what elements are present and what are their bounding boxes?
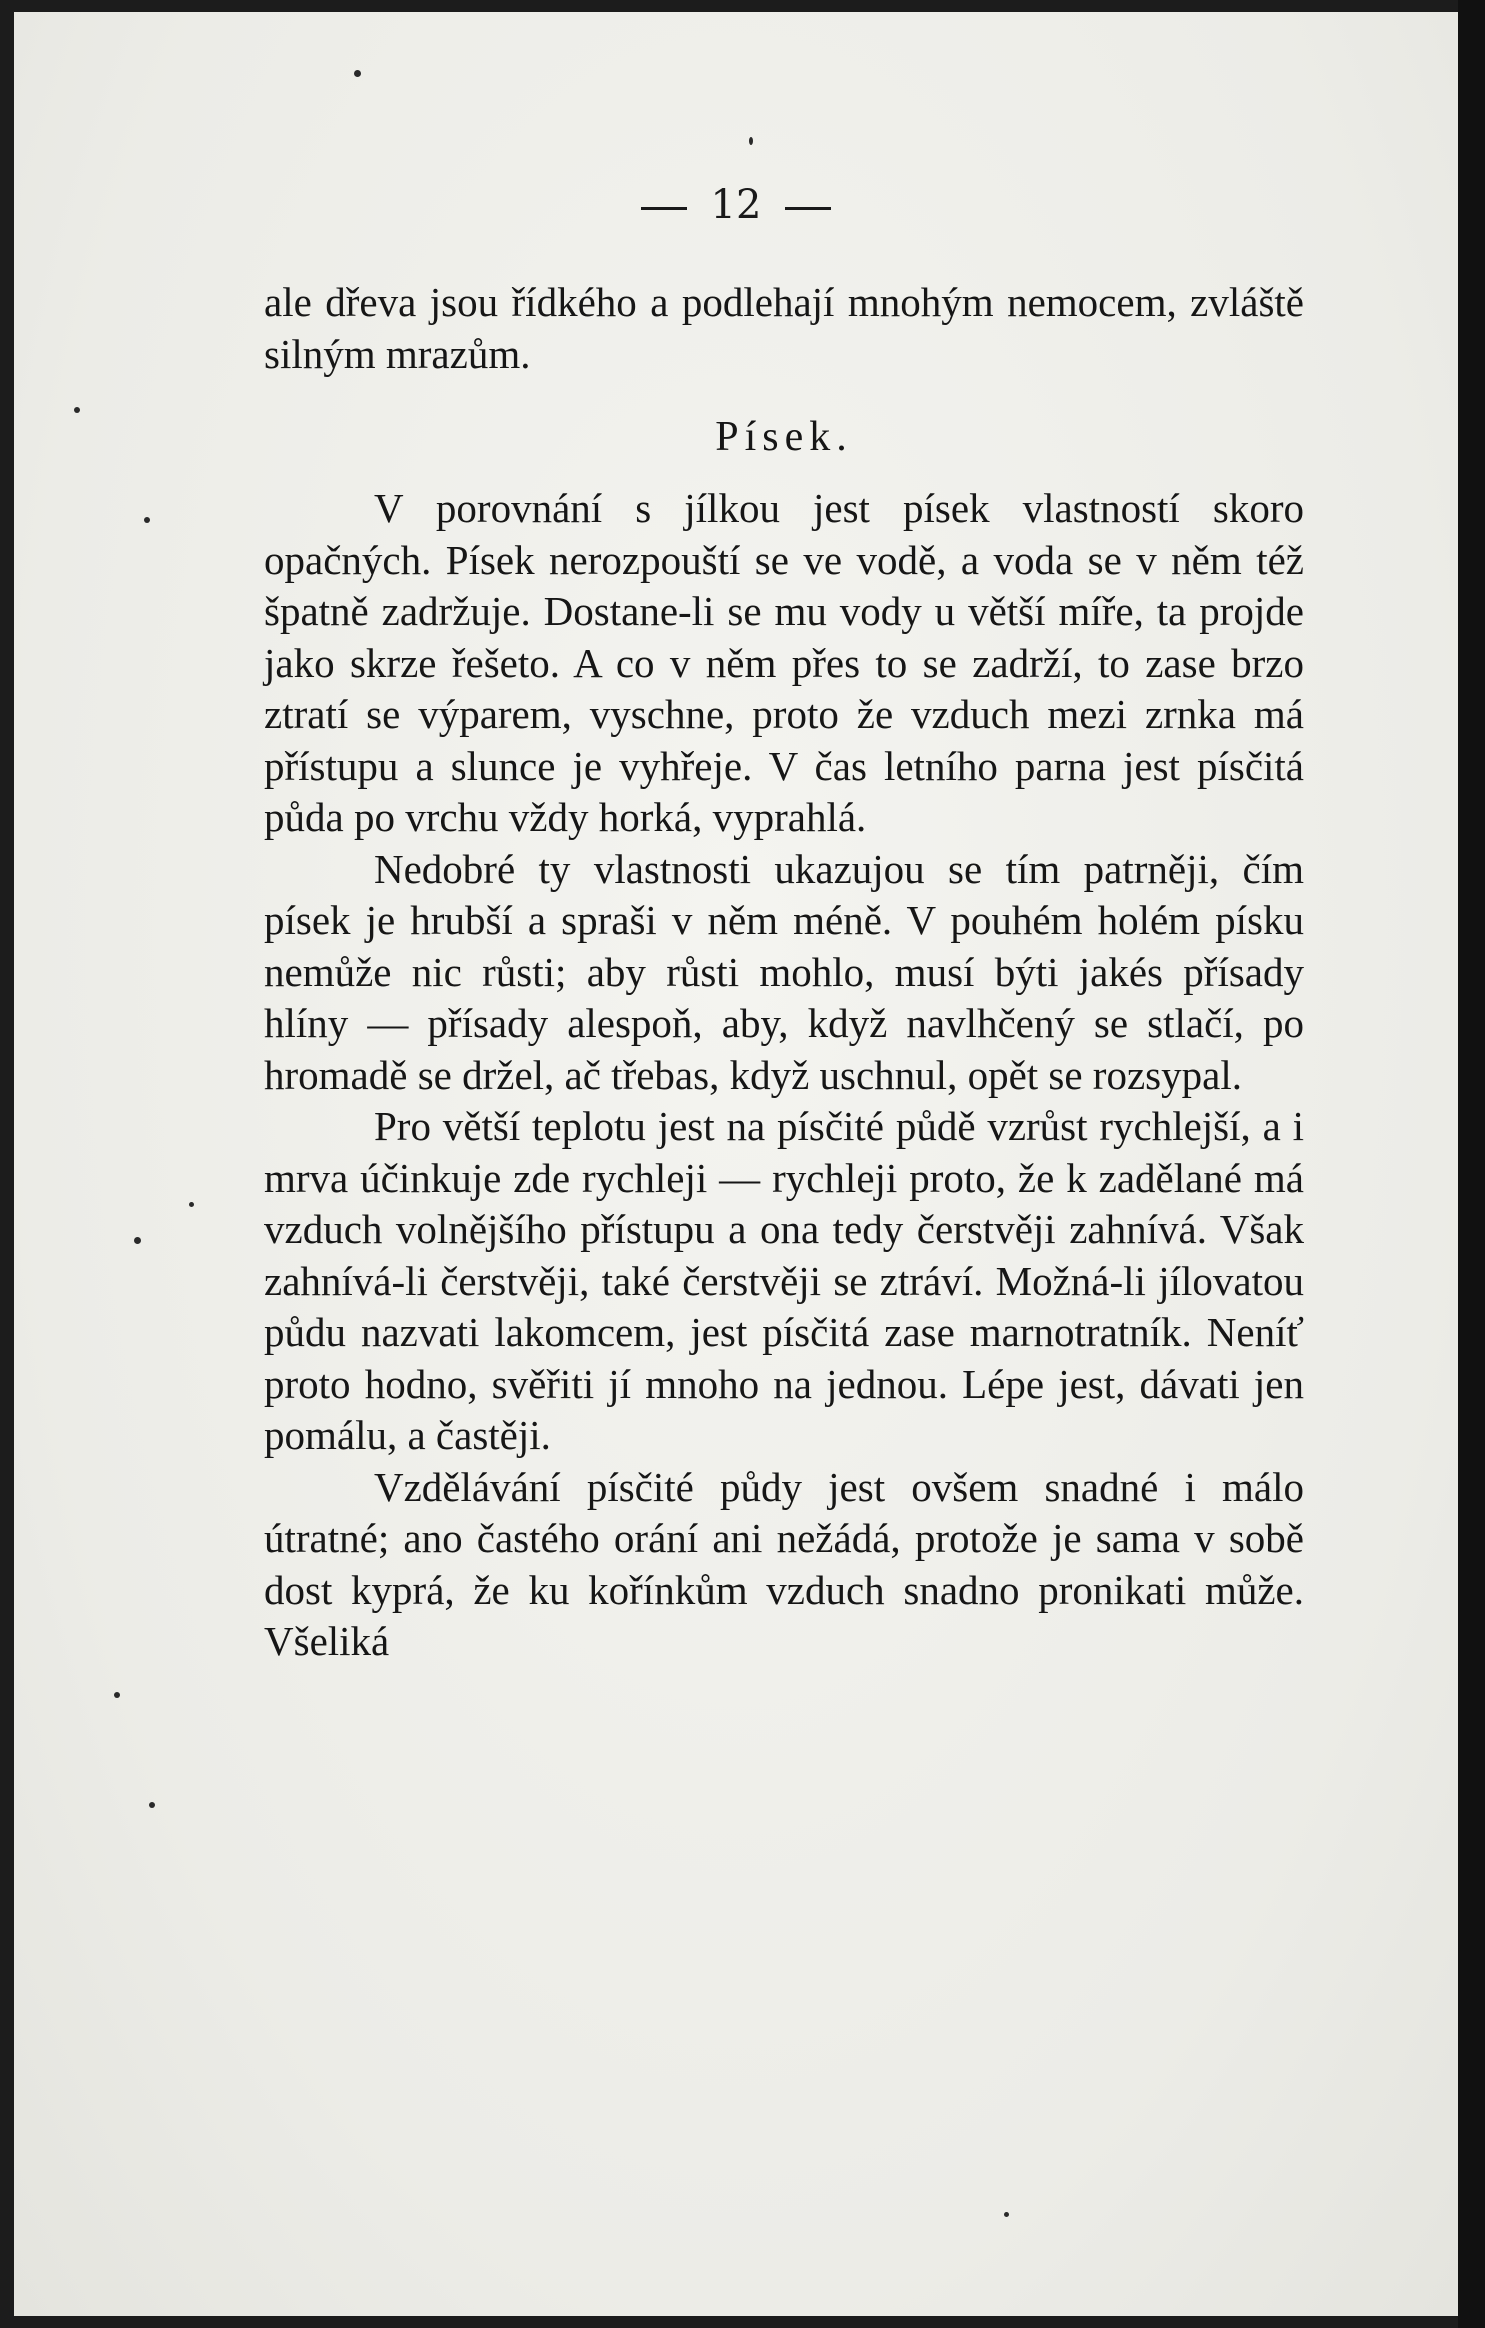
paragraph: Pro větší teplotu jest na písčité půdě vzrůst rychlejší, a i mrva účinkuje zde rychleji — rychleji proto, že k zadělané má vzduch volnějšího přístupu a ona tedy čerstvěji zahnívá. Však zahnívá-li čerstvěji, také čerstvěji se ztráví. Možná-li jílovatou půdu nazvati lakomcem, jest písčitá zase marnotratník. Neníť proto hodno, svěřiti jí mnoho na jednou. Lépe jest, dávati jen pomálu, a častěji. [264,1103,1304,1458]
print-speck [149,1802,155,1808]
header-dash-right [785,207,831,210]
section-title: Písek. [715,414,853,460]
page-number: 12 [710,182,762,228]
book-page [14,12,1458,2316]
print-speck [114,1692,120,1698]
print-speck [749,137,753,145]
header-dash-left [641,207,687,210]
print-speck [354,70,361,77]
page-header [14,182,1458,228]
print-speck [1004,2212,1009,2217]
body-text [264,277,1304,1668]
print-speck [134,1237,141,1244]
paragraph: V porovnání s jílkou jest písek vlastností skoro opačných. Písek nerozpouští se ve vodě, a voda se v něm též špatně zadržuje. Dostane-li se mu vody u větší míře, ta projde jako skrze řešeto. A co v něm přes to se zadrží, to zase brzo ztratí se výparem, vyschne, proto že vzduch mezi zrnka má přístupu a slunce je vyhřeje. V čas letního parna jest písčitá půda po vrchu vždy horká, vyprahlá. [264,485,1304,840]
print-speck [144,517,150,523]
scan-edge [1458,0,1485,2328]
print-speck [74,407,80,413]
paragraph-continuation: ale dřeva jsou řídkého a podlehají mnohým nemocem, zvláště silným mrazům. [264,279,1304,377]
paragraph: Vzdělávání písčité půdy jest ovšem snadné i málo útratné; ano častého orání ani nežádá, protože je sama v sobě dost kyprá, že ku kořínkům vzduch snadno pronikati může. Všeliká [264,1463,1304,1664]
paragraph: Nedobré ty vlastnosti ukazujou se tím patrněji, čím písek je hrubší a spraši v něm méně. V pouhém holém písku nemůže nic růsti; aby růsti mohlo, musí býti jakés přísady hlíny — přísady alespoň, aby, když navlhčený se stlačí, po hromadě se držel, ač třebas, když uschnul, opět se rozsypal. [264,845,1304,1098]
print-speck [189,1202,194,1207]
